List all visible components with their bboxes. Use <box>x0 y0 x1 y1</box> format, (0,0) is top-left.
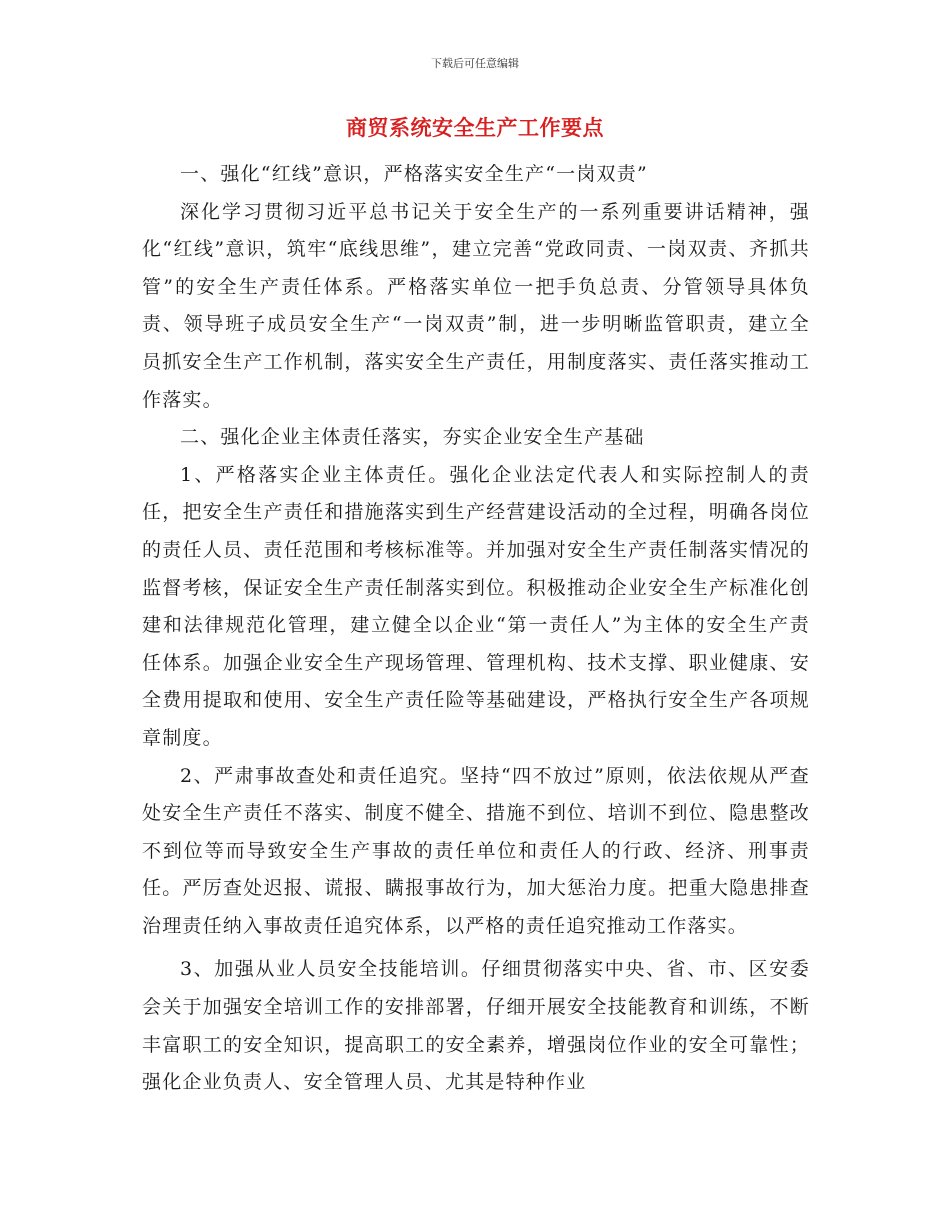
section-heading-1: 一、强化“红线”意识，严格落实安全生产“一岗双责” <box>180 163 648 185</box>
paragraph-2-3: 3、加强从业人员安全技能培训。仔细贯彻落实中央、省、市、区安委会关于加强安全培训工作的安排部署，仔细开展安全技能教育和训练，不断丰富职工的安全知识，提高职工的安全素养，增强岗位作业的安全可靠性；强化企业负责人、安全管理人员、尤其是特种作业 <box>142 958 810 1094</box>
section-heading-2: 二、强化企业主体责任落实，夯实企业安全生产基础 <box>180 426 645 449</box>
document-title: 商贸系统安全生产工作要点 <box>346 115 604 140</box>
document-body <box>142 156 810 1102</box>
paragraph-2-1: 1、严格落实企业主体责任。强化企业法定代表人和实际控制人的责任，把安全生产责任和措施落实到生产经营建设活动的全过程，明确各岗位的责任人员、责任范围和考核标准等。并加强对安全生产责任制落实情况的监督考核，保证安全生产责任制落实到位。积极推动企业安全生产标准化创建和法律规范化管理，建立健全以企业“第一责任人”为主体的安全生产责任体系。加强企业安全生产现场管理、管理机构、技术支撑、职业健康、安全费用提取和使用、安全生产责任险等基础建设，严格执行安全生产各项规章制度。 <box>142 463 810 749</box>
paragraph-1: 深化学习贯彻习近平总书记关于安全生产的一系列重要讲话精神，强化“红线”意识，筑牢“底线思维”，建立完善“党政同责、一岗双责、齐抓共管”的安全生产责任体系。严格落实单位一把手负总责、分管领导具体负责、领导班子成员安全生产“一岗双责”制，进一步明晰监管职责，建立全员抓安全生产工作机制，落实安全生产责任，用制度落实、责任落实推动工作落实。 <box>142 200 810 411</box>
header-note: 下载后可任意编辑 <box>431 57 519 70</box>
paragraph-2-2: 2、严肃事故查处和责任追究。坚持“四不放过”原则，依法依规从严查处安全生产责任不落实、制度不健全、措施不到位、培训不到位、隐患整改不到位等而导致安全生产事故的责任单位和责任人的行政、经济、刑事责任。严厉查处迟报、谎报、瞒报事故行为，加大惩治力度。把重大隐患排查治理责任纳入事故责任追究体系，以严格的责任追究推动工作落实。 <box>142 764 810 937</box>
